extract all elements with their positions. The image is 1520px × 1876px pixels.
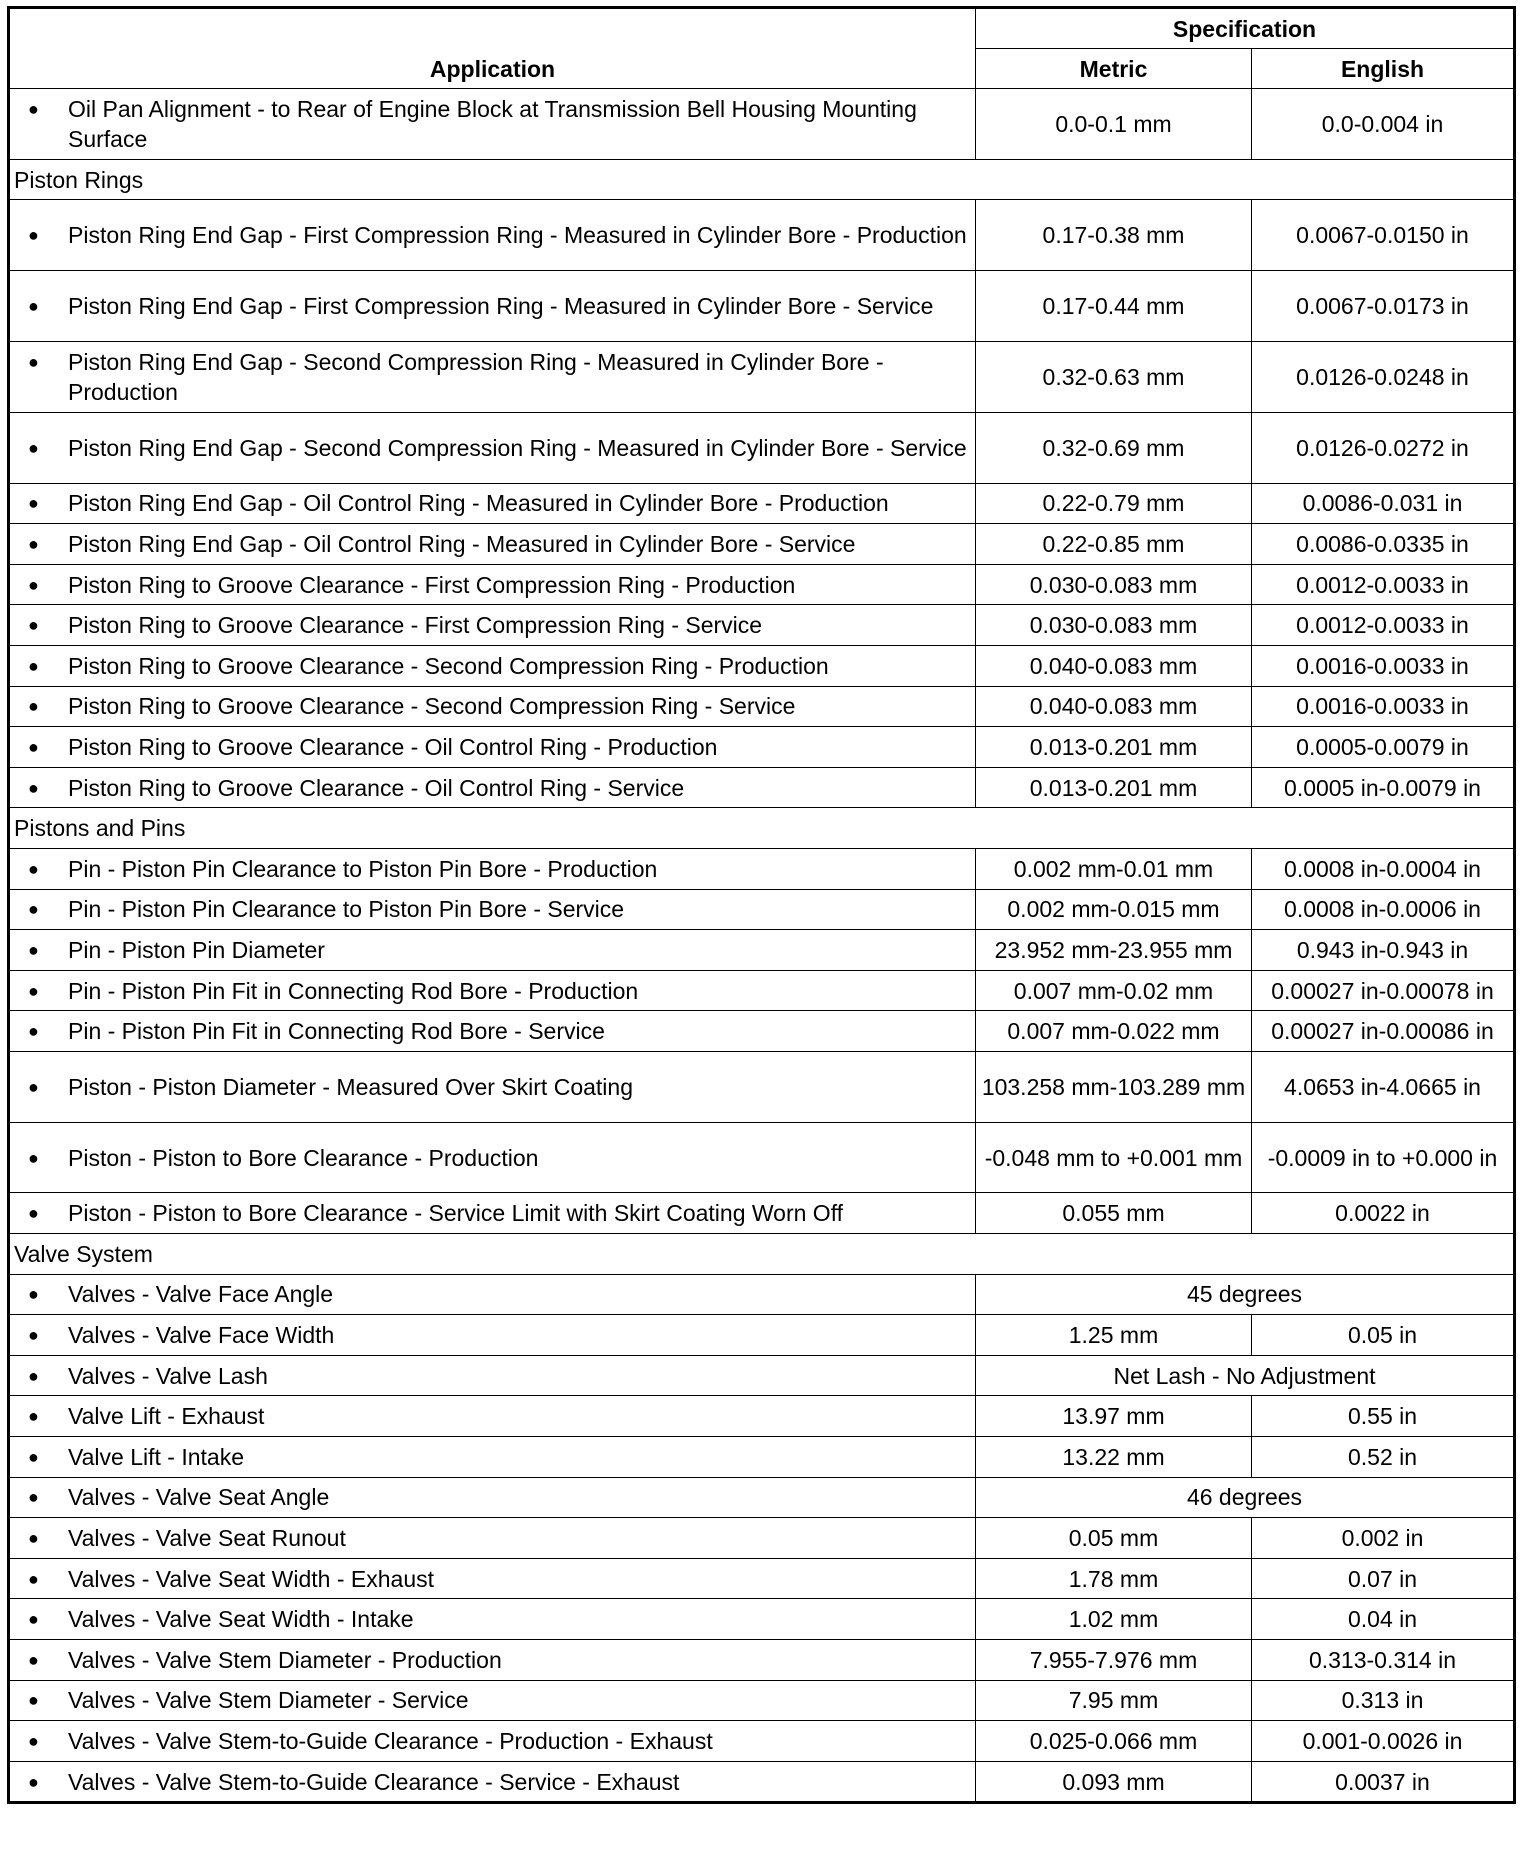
english-value: 0.05 in (1252, 1315, 1515, 1356)
section-title: Piston Rings (9, 159, 1515, 200)
metric-value: 13.97 mm (976, 1396, 1252, 1437)
bullet-icon: ● (28, 533, 39, 554)
metric-value: 1.02 mm (976, 1599, 1252, 1640)
application-cell (9, 412, 976, 483)
english-value: 0.0067-0.0150 in (1252, 200, 1515, 271)
application-text: Valve Lift - Exhaust (68, 1403, 265, 1430)
english-value: 0.313-0.314 in (1252, 1640, 1515, 1681)
table-row (9, 889, 1515, 930)
application-text: Piston Ring End Gap - Second Compression Ring - Measured in Cylinder Bore - Service (68, 434, 967, 461)
application-cell (9, 524, 976, 565)
bullet-icon: ● (28, 655, 39, 676)
english-value: 0.0005 in-0.0079 in (1252, 767, 1515, 808)
bullet-icon: ● (28, 1406, 39, 1427)
application-text: Valves - Valve Seat Width - Exhaust (68, 1565, 435, 1592)
header-application: Application (9, 8, 976, 89)
application-text: Piston Ring to Groove Clearance - Oil Control Ring - Service (68, 774, 685, 801)
application-cell (9, 930, 976, 971)
application-cell (9, 645, 976, 686)
metric-value: 0.040-0.083 mm (976, 645, 1252, 686)
application-cell (9, 200, 976, 271)
application-cell (9, 686, 976, 727)
english-value: 0.0016-0.0033 in (1252, 645, 1515, 686)
metric-value: -0.048 mm to +0.001 mm (976, 1122, 1252, 1193)
application-cell (9, 271, 976, 342)
metric-value: 0.0-0.1 mm (976, 89, 1252, 160)
table-row (9, 1761, 1515, 1803)
english-value: 0.00027 in-0.00078 in (1252, 970, 1515, 1011)
table-row (9, 1193, 1515, 1234)
metric-value: 0.05 mm (976, 1518, 1252, 1559)
application-text: Valve Lift - Intake (68, 1443, 244, 1470)
english-value: 0.001-0.0026 in (1252, 1721, 1515, 1762)
application-text: Piston - Piston to Bore Clearance - Production (68, 1144, 539, 1171)
table-row (9, 483, 1515, 524)
metric-value: 0.013-0.201 mm (976, 767, 1252, 808)
application-text: Pin - Piston Pin Clearance to Piston Pin Bore - Production (68, 855, 658, 882)
application-cell (9, 341, 976, 412)
specifications-table (7, 6, 1516, 1804)
english-value: 0.002 in (1252, 1518, 1515, 1559)
english-value: 0.0126-0.0272 in (1252, 412, 1515, 483)
application-cell (9, 1315, 976, 1356)
table-row (9, 341, 1515, 412)
metric-value: 103.258 mm-103.289 mm (976, 1051, 1252, 1122)
table-row (9, 727, 1515, 768)
table-row (9, 1355, 1515, 1396)
application-cell (9, 970, 976, 1011)
metric-value: 7.955-7.976 mm (976, 1640, 1252, 1681)
bullet-icon: ● (28, 696, 39, 717)
metric-value: 0.040-0.083 mm (976, 686, 1252, 727)
metric-value: 1.78 mm (976, 1558, 1252, 1599)
metric-value: 0.025-0.066 mm (976, 1721, 1252, 1762)
section-row (9, 1234, 1515, 1275)
bullet-icon: ● (28, 351, 39, 372)
application-cell (9, 1193, 976, 1234)
application-text: Pin - Piston Pin Clearance to Piston Pin Bore - Service (68, 896, 625, 923)
table-row (9, 1518, 1515, 1559)
bullet-icon: ● (28, 980, 39, 1001)
bullet-icon: ● (28, 1284, 39, 1305)
english-value: 0.0086-0.031 in (1252, 483, 1515, 524)
table-row (9, 1477, 1515, 1518)
english-value: 0.0086-0.0335 in (1252, 524, 1515, 565)
application-text: Valves - Valve Face Width (68, 1322, 335, 1349)
english-value: -0.0009 in to +0.000 in (1252, 1122, 1515, 1193)
table-row (9, 1396, 1515, 1437)
section-title: Valve System (9, 1234, 1515, 1275)
table-row (9, 767, 1515, 808)
application-cell (9, 89, 976, 160)
application-cell (9, 605, 976, 646)
section-row (9, 159, 1515, 200)
application-text: Pin - Piston Pin Fit in Connecting Rod Bore - Service (68, 1018, 605, 1045)
english-value: 0.0012-0.0033 in (1252, 605, 1515, 646)
metric-value: 1.25 mm (976, 1315, 1252, 1356)
english-value: 0.943 in-0.943 in (1252, 930, 1515, 971)
metric-value: 0.007 mm-0.02 mm (976, 970, 1252, 1011)
bullet-icon: ● (28, 296, 39, 317)
application-cell (9, 1396, 976, 1437)
application-cell (9, 1599, 976, 1640)
metric-value: 0.17-0.44 mm (976, 271, 1252, 342)
application-text: Piston Ring to Groove Clearance - First Compression Ring - Production (68, 571, 796, 598)
application-cell (9, 1011, 976, 1052)
application-cell (9, 1680, 976, 1721)
application-text: Piston - Piston Diameter - Measured Over Skirt Coating (68, 1073, 633, 1100)
application-text: Valves - Valve Seat Runout (68, 1525, 346, 1552)
header-english: English (1252, 49, 1515, 89)
english-value: 0.0022 in (1252, 1193, 1515, 1234)
application-cell (9, 1721, 976, 1762)
english-value: 0.0012-0.0033 in (1252, 564, 1515, 605)
application-cell (9, 1122, 976, 1193)
application-cell (9, 1558, 976, 1599)
table-row (9, 1437, 1515, 1478)
application-text: Piston Ring to Groove Clearance - First Compression Ring - Service (68, 612, 763, 639)
english-value: 0.0016-0.0033 in (1252, 686, 1515, 727)
application-text: Valves - Valve Stem Diameter - Service (68, 1687, 469, 1714)
table-row (9, 970, 1515, 1011)
bullet-icon: ● (28, 1203, 39, 1224)
metric-value: 0.32-0.63 mm (976, 341, 1252, 412)
table-row (9, 271, 1515, 342)
bullet-icon: ● (28, 225, 39, 246)
bullet-icon: ● (28, 1325, 39, 1346)
table-row (9, 1274, 1515, 1315)
application-cell (9, 1477, 976, 1518)
application-text: Piston Ring End Gap - First Compression Ring - Measured in Cylinder Bore - Production (68, 222, 967, 249)
application-cell (9, 564, 976, 605)
application-text: Valves - Valve Lash (68, 1362, 268, 1389)
bullet-icon: ● (28, 1609, 39, 1630)
application-text: Piston Ring End Gap - Oil Control Ring - Measured in Cylinder Bore - Service (68, 530, 856, 557)
table-row (9, 200, 1515, 271)
table-row (9, 1599, 1515, 1640)
application-cell (9, 848, 976, 889)
english-value: 0.0008 in-0.0004 in (1252, 848, 1515, 889)
bullet-icon: ● (28, 1147, 39, 1168)
english-value: 0.55 in (1252, 1396, 1515, 1437)
table-row (9, 930, 1515, 971)
application-text: Valves - Valve Seat Width - Intake (68, 1606, 414, 1633)
application-text: Piston Ring to Groove Clearance - Oil Control Ring - Production (68, 733, 718, 760)
application-text: Pin - Piston Pin Diameter (68, 936, 325, 963)
application-text: Piston Ring End Gap - First Compression Ring - Measured in Cylinder Bore - Service (68, 293, 934, 320)
bullet-icon: ● (28, 1528, 39, 1549)
bullet-icon: ● (28, 1690, 39, 1711)
application-cell (9, 1355, 976, 1396)
table-row (9, 848, 1515, 889)
bullet-icon: ● (28, 615, 39, 636)
metric-value: 0.093 mm (976, 1761, 1252, 1803)
english-value: 0.0126-0.0248 in (1252, 341, 1515, 412)
english-value: 0.04 in (1252, 1599, 1515, 1640)
metric-value: 23.952 mm-23.955 mm (976, 930, 1252, 971)
english-value: 0.00027 in-0.00086 in (1252, 1011, 1515, 1052)
application-text: Valves - Valve Stem Diameter - Production (68, 1646, 502, 1673)
metric-value: 0.002 mm-0.01 mm (976, 848, 1252, 889)
english-value: 0.0008 in-0.0006 in (1252, 889, 1515, 930)
section-title: Pistons and Pins (9, 808, 1515, 849)
application-cell (9, 483, 976, 524)
application-cell (9, 1761, 976, 1803)
header-specification: Specification (976, 8, 1515, 49)
application-cell (9, 889, 976, 930)
bullet-icon: ● (28, 777, 39, 798)
application-cell (9, 1274, 976, 1315)
metric-value: 7.95 mm (976, 1680, 1252, 1721)
metric-value: 0.055 mm (976, 1193, 1252, 1234)
application-text: Valves - Valve Seat Angle (68, 1484, 330, 1511)
metric-value: 0.22-0.85 mm (976, 524, 1252, 565)
english-value: 0.0067-0.0173 in (1252, 271, 1515, 342)
english-value: 4.0653 in-4.0665 in (1252, 1051, 1515, 1122)
application-text: Piston Ring End Gap - Second Compression Ring - Measured in Cylinder Bore - Production (68, 348, 884, 405)
bullet-icon: ● (28, 1568, 39, 1589)
application-text: Piston Ring to Groove Clearance - Second Compression Ring - Service (68, 693, 796, 720)
application-cell (9, 1051, 976, 1122)
application-text: Valves - Valve Stem-to-Guide Clearance - Service - Exhaust (68, 1768, 680, 1795)
section-row (9, 808, 1515, 849)
table-row (9, 412, 1515, 483)
table-row (9, 1640, 1515, 1681)
bullet-icon: ● (28, 574, 39, 595)
application-text: Piston Ring to Groove Clearance - Second Compression Ring - Production (68, 652, 829, 679)
table-row (9, 1011, 1515, 1052)
english-value: 0.0037 in (1252, 1761, 1515, 1803)
table-row (9, 1680, 1515, 1721)
english-value: 0.0005-0.0079 in (1252, 727, 1515, 768)
table-row (9, 1558, 1515, 1599)
bullet-icon: ● (28, 1649, 39, 1670)
metric-value: 0.007 mm-0.022 mm (976, 1011, 1252, 1052)
table-row (9, 605, 1515, 646)
specification-value: Net Lash - No Adjustment (976, 1355, 1515, 1396)
specification-value: 46 degrees (976, 1477, 1515, 1518)
specification-value: 45 degrees (976, 1274, 1515, 1315)
metric-value: 0.32-0.69 mm (976, 412, 1252, 483)
table-row (9, 645, 1515, 686)
header-metric: Metric (976, 49, 1252, 89)
table-row (9, 1315, 1515, 1356)
metric-value: 0.013-0.201 mm (976, 727, 1252, 768)
bullet-icon: ● (28, 899, 39, 920)
table-row (9, 1721, 1515, 1762)
bullet-icon: ● (28, 858, 39, 879)
application-cell (9, 1640, 976, 1681)
table-row (9, 1122, 1515, 1193)
english-value: 0.313 in (1252, 1680, 1515, 1721)
table-row (9, 524, 1515, 565)
bullet-icon: ● (28, 1487, 39, 1508)
english-value: 0.0-0.004 in (1252, 89, 1515, 160)
metric-value: 0.17-0.38 mm (976, 200, 1252, 271)
application-cell (9, 1437, 976, 1478)
bullet-icon: ● (28, 437, 39, 458)
application-text: Oil Pan Alignment - to Rear of Engine Block at Transmission Bell Housing Mounting Surface (68, 95, 917, 152)
bullet-icon: ● (28, 1446, 39, 1467)
metric-value: 0.22-0.79 mm (976, 483, 1252, 524)
table-row (9, 89, 1515, 160)
application-text: Pin - Piston Pin Fit in Connecting Rod Bore - Production (68, 977, 639, 1004)
application-cell (9, 1518, 976, 1559)
application-cell (9, 767, 976, 808)
table-row (9, 1051, 1515, 1122)
table-row (9, 564, 1515, 605)
english-value: 0.07 in (1252, 1558, 1515, 1599)
table-body (9, 89, 1515, 1803)
application-text: Valves - Valve Face Angle (68, 1281, 334, 1308)
metric-value: 0.030-0.083 mm (976, 564, 1252, 605)
bullet-icon: ● (28, 98, 39, 119)
application-text: Piston Ring End Gap - Oil Control Ring - Measured in Cylinder Bore - Production (68, 490, 889, 517)
bullet-icon: ● (28, 1771, 39, 1792)
application-text: Piston - Piston to Bore Clearance - Service Limit with Skirt Coating Worn Off (68, 1200, 844, 1227)
english-value: 0.52 in (1252, 1437, 1515, 1478)
bullet-icon: ● (28, 1731, 39, 1751)
metric-value: 0.030-0.083 mm (976, 605, 1252, 646)
bullet-icon: ● (28, 1076, 39, 1097)
table-row (9, 686, 1515, 727)
bullet-icon: ● (28, 736, 39, 757)
metric-value: 13.22 mm (976, 1437, 1252, 1478)
application-cell (9, 727, 976, 768)
bullet-icon: ● (28, 1021, 39, 1042)
bullet-icon: ● (28, 939, 39, 960)
bullet-icon: ● (28, 493, 39, 514)
application-text: Valves - Valve Stem-to-Guide Clearance - Production - Exhaust (68, 1728, 713, 1754)
metric-value: 0.002 mm-0.015 mm (976, 889, 1252, 930)
bullet-icon: ● (28, 1365, 39, 1386)
